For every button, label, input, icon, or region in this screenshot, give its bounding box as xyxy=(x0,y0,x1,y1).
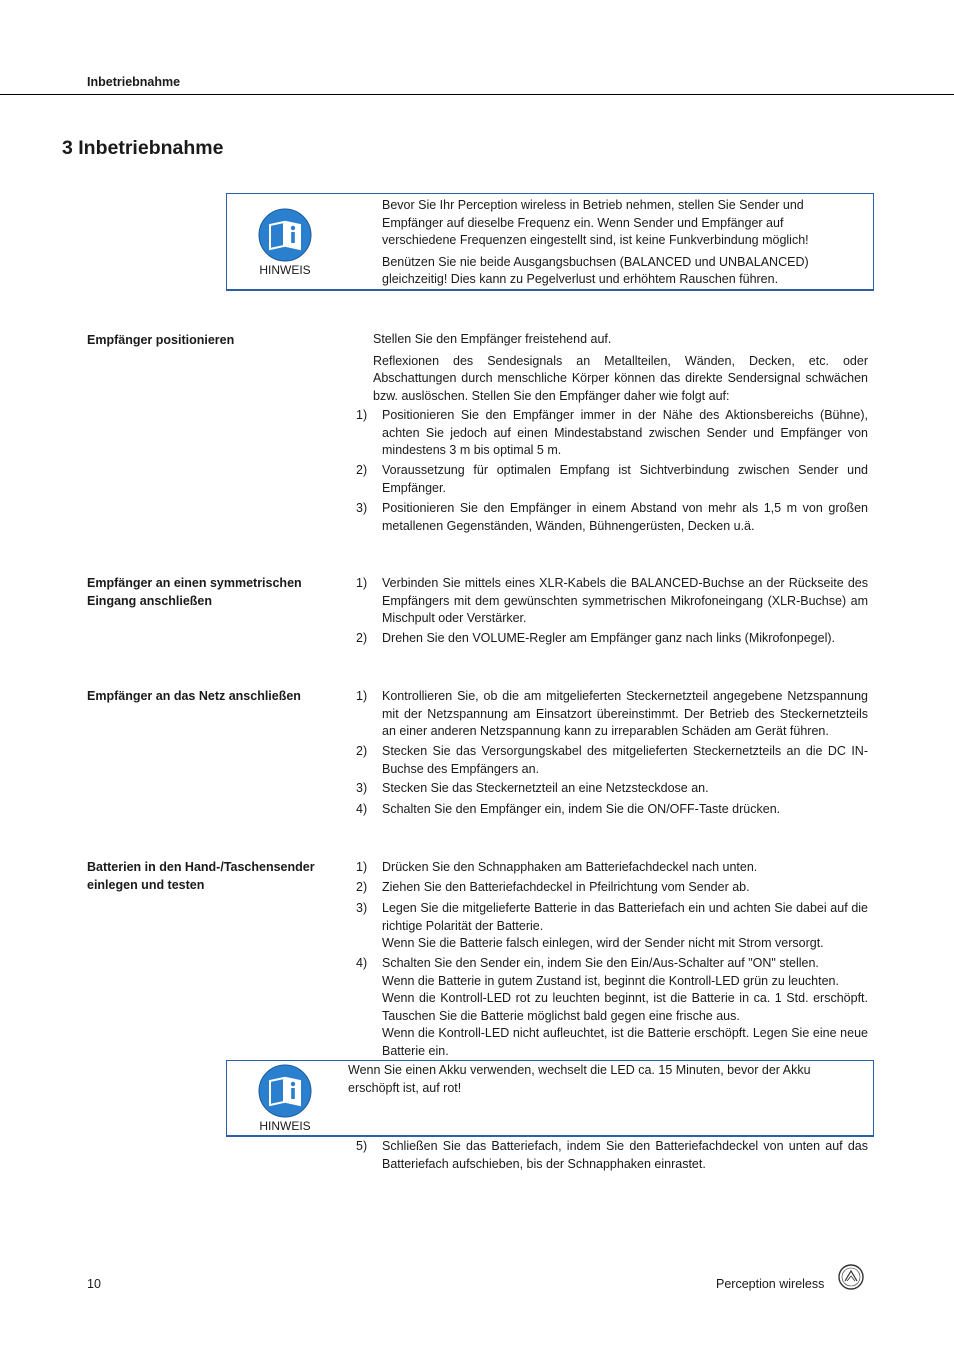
list-text-line: Wenn die Batterie in gutem Zustand ist, beginnt die Kontroll-LED grün zu leuchten. xyxy=(382,973,839,988)
section-label-line: Batterien in den Hand-/Taschensender xyxy=(87,860,315,874)
list-number: 3) xyxy=(356,781,368,795)
list-text: Voraussetzung für optimalen Empfang ist Sichtverbindung zwischen Sender und Empfänger. xyxy=(382,463,868,495)
list-item xyxy=(356,955,868,1060)
list-item xyxy=(356,780,868,798)
list-number: 2) xyxy=(356,744,368,758)
paragraph-block xyxy=(373,331,868,409)
section-label-line: Empfänger an einen symmetrischen xyxy=(87,576,302,590)
list-text-line: Legen Sie die mitgelieferte Batterie in das Batteriefach ein und achten Sie dabei auf die richtige Polarität der Batterie. xyxy=(382,901,868,933)
note-text: Wenn Sie einen Akku verwenden, wechselt die LED ca. 15 Minuten, bevor der Akku erschöpft ist, auf rot! xyxy=(348,1063,811,1095)
list-number: 2) xyxy=(356,880,368,894)
manual-info-icon xyxy=(258,1064,312,1118)
list-text-line: Schalten Sie den Sender ein, indem Sie den Ein/Aus-Schalter auf "ON" stellen. xyxy=(382,956,819,970)
note-paragraph: Benützen Sie nie beide Ausgangsbuchsen (BALANCED und UNBALANCED) gleichzeitig! Dies kann zu Pegelverlust und erhöhtem Rauschen führen. xyxy=(382,254,809,286)
list-number: 1) xyxy=(356,576,368,590)
list-item xyxy=(356,407,868,460)
list-item xyxy=(356,801,868,819)
list-item xyxy=(356,500,868,535)
section-label-line: einlegen und testen xyxy=(87,877,205,892)
list-text: Kontrollieren Sie, ob die am mitgelieferten Steckernetzteil angegebene Netzspannung mit der Netzspannung am Einsatzort übereinstimmt. Der Betrieb des Steckernetzteils an einer anderen Netzspannung kann zu irreparablen Schäden am Gerät führen. xyxy=(382,689,868,738)
section-label-line: Eingang anschließen xyxy=(87,593,213,608)
running-header: Inbetriebnahme xyxy=(87,75,181,89)
list-text: Positionieren Sie den Empfänger in einem Abstand von mehr als 1,5 m von großen metallenen Gegenständen, Wänden, Bühnengerüsten, Decken u.ä. xyxy=(382,501,868,533)
section-label: Empfänger positionieren xyxy=(87,333,235,347)
list-text: Ziehen Sie den Batteriefachdeckel in Pfeilrichtung vom Sender ab. xyxy=(382,880,750,894)
list-number: 4) xyxy=(356,802,368,816)
list-text-line: Wenn Sie die Batterie falsch einlegen, wird der Sender nicht mit Strom versorgt. xyxy=(382,936,824,950)
footer-product: Perception wireless xyxy=(716,1277,825,1291)
list-text: Drehen Sie den VOLUME-Regler am Empfänger ganz nach links (Mikrofonpegel). xyxy=(382,631,835,645)
list-text: Verbinden Sie mittels eines XLR-Kabels die BALANCED-Buchse an der Rückseite des Empfängers mit dem gewünschten symmetrischen Mikrofoneingang (XLR-Buchse) am Mischpult oder Verstärker. xyxy=(382,576,868,625)
list-item xyxy=(356,1138,868,1173)
note-paragraph: Bevor Sie Ihr Perception wireless in Betrieb nehmen, stellen Sie Sender und Empfänger auf dieselbe Frequenz ein. Wenn Sender und Empfänger auf verschiedene Frequenzen eingestellt sind, ist keine Funkverbindung möglich! xyxy=(382,198,809,247)
paragraph: Stellen Sie den Empfänger freistehend auf. xyxy=(373,332,612,346)
list-text: Positionieren Sie den Empfänger immer in der Nähe des Aktionsbereichs (Bühne), achten Sie jedoch auf einen Mindestabstand zwischen Sender und Empfänger von mindestens 3 m bis optimal 5 m. xyxy=(382,408,868,457)
list-item xyxy=(356,859,868,877)
list-item xyxy=(356,630,868,648)
list-item xyxy=(356,879,868,897)
list-item xyxy=(356,900,868,953)
list-text-line: Wenn die Kontroll-LED nicht aufleuchtet, ist die Batterie erschöpft. Legen Sie eine neue Batterie ein. xyxy=(382,1026,868,1058)
list-text-line: Wenn die Kontroll-LED rot zu leuchten beginnt, ist die Batterie in ca. 1 Std. erschöpft. Tauschen Sie die Batterie möglichst bald gegen eine frische aus. xyxy=(382,991,868,1023)
list-text: Schalten Sie den Empfänger ein, indem Sie die ON/OFF-Taste drücken. xyxy=(382,802,781,816)
manual-info-icon xyxy=(258,208,312,262)
paragraph: Reflexionen des Sendesignals an Metallteilen, Wänden, Decken, etc. oder Abschattungen durch menschliche Körper können das direkte Sendersignal schwächen bzw. auslöschen. Stellen Sie den Empfänger daher wie folgt auf: xyxy=(373,353,868,403)
akg-logo-icon xyxy=(838,1264,864,1290)
list-number: 1) xyxy=(356,860,368,874)
list-item xyxy=(356,743,868,778)
list-item xyxy=(356,688,868,741)
section-label xyxy=(87,859,327,894)
list-text: Stecken Sie das Steckernetzteil an eine Netzsteckdose an. xyxy=(382,781,709,795)
list-item xyxy=(356,575,868,628)
section-label: Empfänger an das Netz anschließen xyxy=(87,689,301,703)
list-number: 2) xyxy=(356,631,368,645)
note-label: HINWEIS xyxy=(259,263,311,277)
section-label xyxy=(87,575,327,610)
list-number: 5) xyxy=(356,1139,368,1153)
list-item xyxy=(356,462,868,497)
list-text: Schließen Sie das Batteriefach, indem Sie den Batteriefachdeckel von unten auf das Batteriefach aufschieben, bis der Schnapphaken einrastet. xyxy=(382,1139,868,1171)
list-number: 1) xyxy=(356,689,368,703)
note-box xyxy=(226,1060,874,1137)
header-rule xyxy=(0,94,954,95)
list-text: Drücken Sie den Schnapphaken am Batteriefachdeckel nach unten. xyxy=(382,860,758,874)
list-number: 4) xyxy=(356,956,368,970)
list-text xyxy=(382,900,868,953)
section-title: 3 Inbetriebnahme xyxy=(62,137,224,159)
list-text: Stecken Sie das Versorgungskabel des mitgelieferten Steckernetzteils an die DC IN-Buchse des Empfängers an. xyxy=(382,744,868,776)
note-label: HINWEIS xyxy=(259,1119,311,1133)
list-number: 1) xyxy=(356,408,368,422)
list-number: 3) xyxy=(356,501,368,515)
list-number: 3) xyxy=(356,901,368,915)
list-text xyxy=(382,955,868,1060)
note-box xyxy=(226,193,874,291)
list-number: 2) xyxy=(356,463,368,477)
page-number: 10 xyxy=(87,1277,101,1291)
note-text xyxy=(382,197,860,293)
